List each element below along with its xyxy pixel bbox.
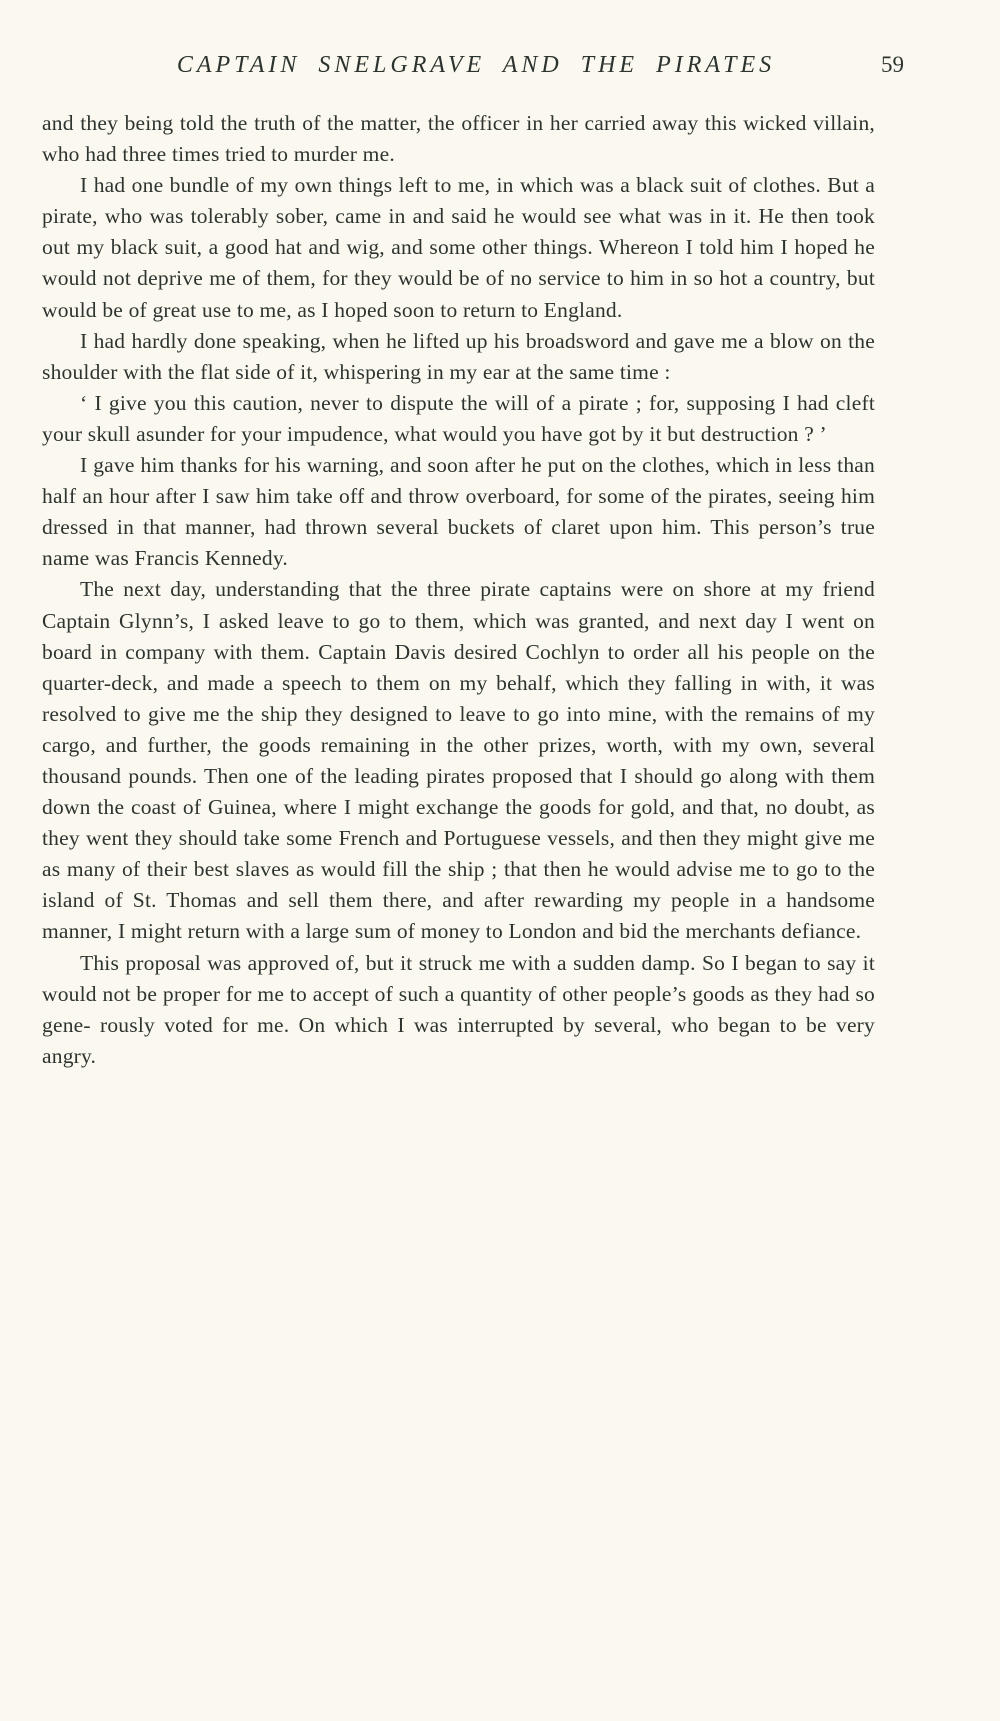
- paragraph: This proposal was approved of, but it struck me with a sudden damp. So I began to say it would not be proper for me to accept of such a quantity of other people’s goods as they had so gene- rously voted for me. On which I was interrupted by several, who began to be very angry.: [42, 950, 875, 1068]
- paragraph: and they being told the truth of the matter, the officer in her carried away this wicked villain, who had three times tried to murder me.: [42, 111, 875, 167]
- running-header: [42, 52, 910, 79]
- paragraph: The next day, understanding that the three pirate captains were on shore at my friend Captain Glynn’s, I asked leave to go to them, which was granted, and next day I went on board in company with them. Captain Davis desired Cochlyn to order all his people on the quarter-deck, and made a speech to them on my behalf, which they falling in with, it was resolved to give me the ship they designed to leave to go into mine, with the remains of my cargo, and further, the goods remaining in the other prizes, worth, with my own, several thousand pounds. Then one of the leading pirates proposed that I should go along with them down the coast of Guinea, where I might exchange the goods for gold, and that, no doubt, as they went they should take some French and Portuguese vessels, and then they might give me as many of their best slaves as would fill the ship ; that then he would advise me to go to the island of St. Thomas and sell them there, and after rewarding my people in a handsome manner, I might return with a large sum of money to London and bid the merchants defiance.: [42, 577, 875, 944]
- paragraph: I had hardly done speaking, when he lifted up his broadsword and gave me a blow on the shoulder with the flat side of it, whispering in my ear at the same time :: [42, 328, 875, 384]
- header-title: CAPTAIN SNELGRAVE AND THE PIRATES: [176, 52, 776, 78]
- paragraph: I gave him thanks for his warning, and soon after he put on the clothes, which in less than half an hour after I saw him take off and throw overboard, for some of the pirates, seeing him dressed in that manner, had thrown several buckets of claret upon him. This person’s true name was Francis Kennedy.: [42, 453, 875, 571]
- text-body: [42, 108, 875, 1072]
- page-number: 59: [881, 52, 904, 77]
- paragraph: ‘ I give you this caution, never to dispute the will of a pirate ; for, supposing I had cleft your skull asunder for your impudence, what would you have got by it but destruction ? ’: [42, 390, 875, 446]
- paragraph: I had one bundle of my own things left to me, in which was a black suit of clothes. But a pirate, who was tolerably sober, came in and said he would see what was in it. He then took out my black suit, a good hat and wig, and some other things. Whereon I told him I hoped he would not deprive me of them, for they would be of no service to him in so hot a country, but would be of great use to me, as I hoped soon to return to England.: [42, 173, 875, 322]
